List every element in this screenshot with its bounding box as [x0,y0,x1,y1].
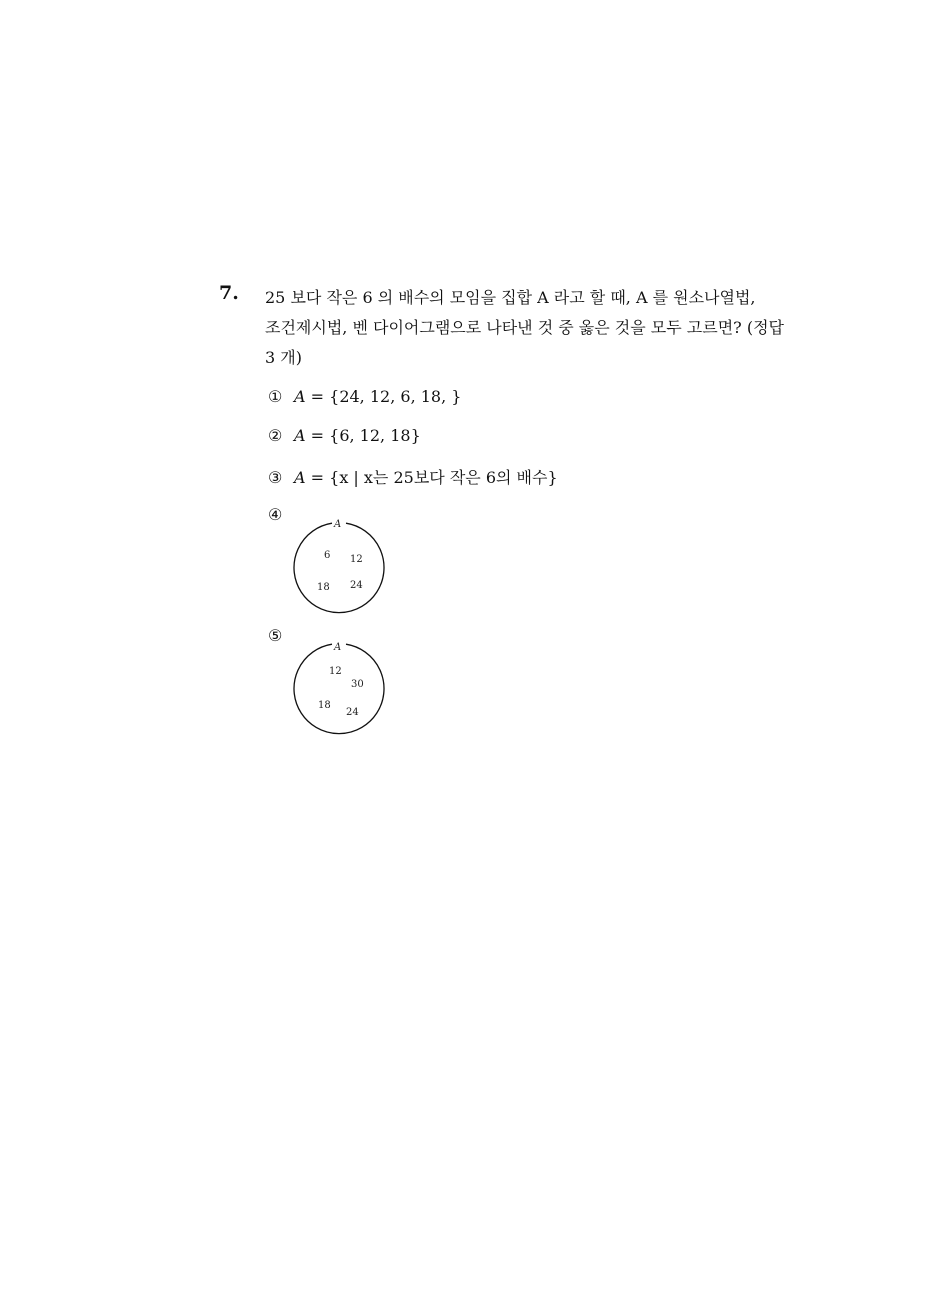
venn-element: 12 [350,554,363,565]
set-variable: A [294,387,306,406]
option-marker: ② [268,426,283,445]
option-1[interactable] [268,387,461,406]
option-marker: ④ [268,505,283,524]
set-variable: A [294,468,306,487]
venn-element: 24 [346,707,359,718]
set-label: A [334,642,342,653]
venn-element: 24 [350,580,363,591]
stem-line: 25 보다 작은 6 의 배수의 모임을 집합 A 라고 할 때, A 를 원소나열법, [265,288,756,307]
set-label: A [334,519,342,530]
venn-element: 30 [351,679,364,690]
venn-diagram-option-4 [287,516,391,620]
venn-element: 18 [318,700,331,711]
set-circle [294,523,384,612]
option-marker: ③ [268,468,283,487]
venn-svg [287,637,391,741]
venn-element: 18 [317,582,330,593]
question-stem [265,283,784,373]
venn-diagram-option-5 [287,637,391,741]
option-3[interactable] [268,465,558,488]
stem-line: 조건제시법, 벤 다이어그램으로 나타낸 것 중 옳은 것을 모두 고르면? (정답 [265,318,784,337]
venn-element: 12 [329,666,342,677]
option-2[interactable] [268,426,421,445]
venn-svg [287,516,391,620]
option-marker: ⑤ [268,626,283,645]
option-text: = {24, 12, 6, 18, } [305,387,462,406]
stem-line: 3 개) [265,348,302,367]
option-text: = {x | x는 25보다 작은 6의 배수} [305,468,558,487]
set-circle [294,644,384,733]
venn-element: 6 [324,550,331,561]
option-text: = {6, 12, 18} [305,426,421,445]
option-marker: ① [268,387,283,406]
set-variable: A [294,426,306,445]
question-number: 7. [219,282,239,304]
